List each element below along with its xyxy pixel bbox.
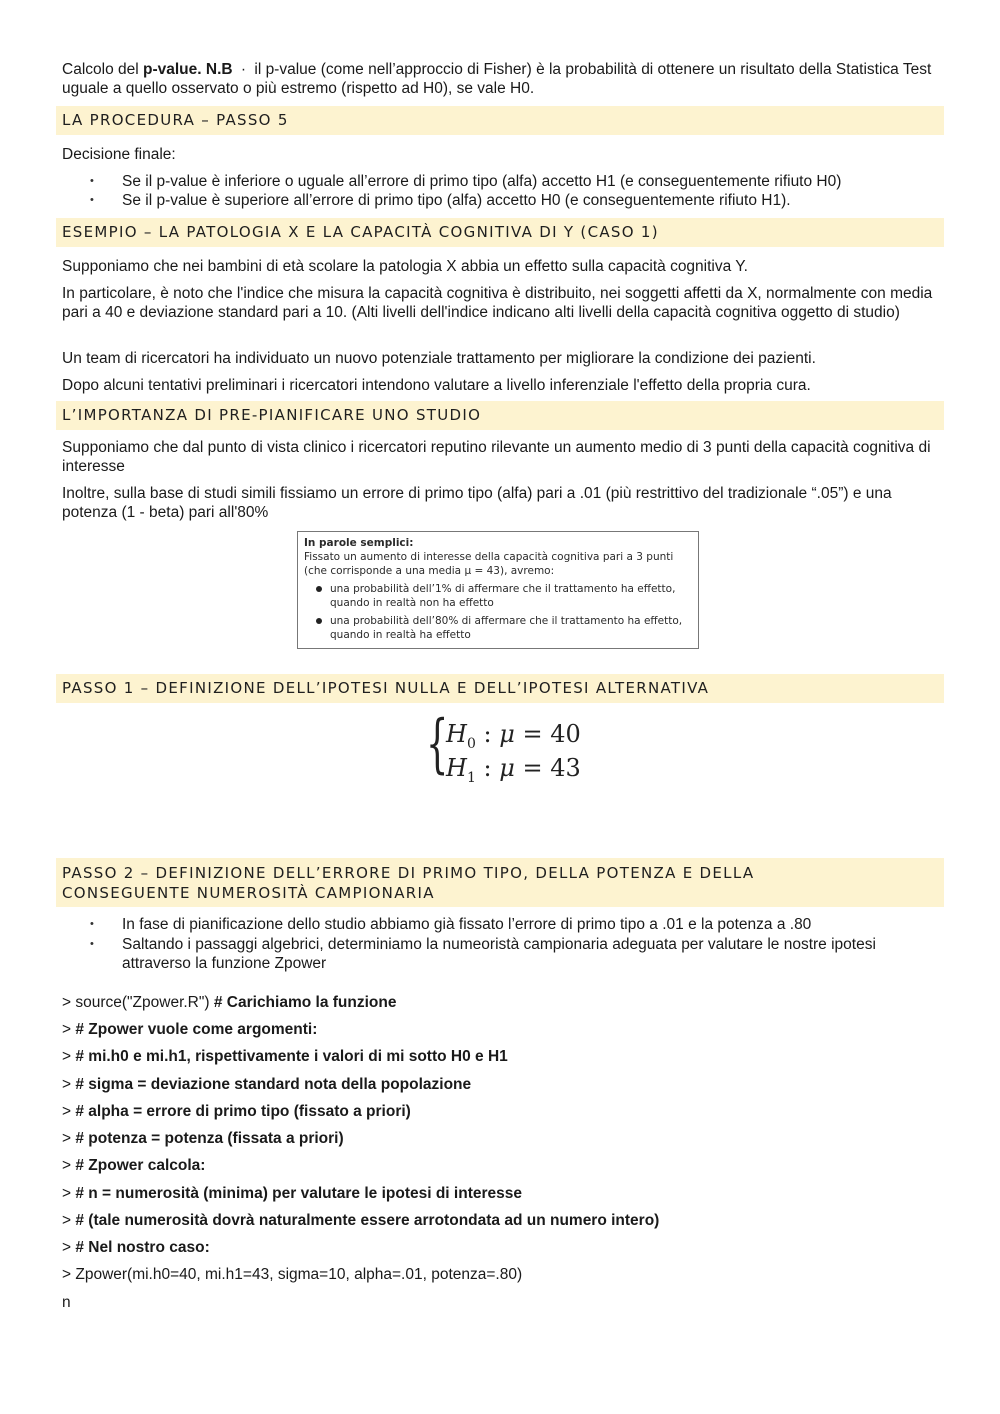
passo2-bullet-2 [90, 935, 940, 973]
code-comment: # n = numerosità (minima) per valutare le ipotesi di interesse [75, 1185, 522, 1202]
code-line [62, 993, 940, 1013]
section-heading-passo2 [56, 858, 944, 907]
code-plain: n [62, 1294, 71, 1311]
h1-line: $H_1$ : μ = 43 [446, 754, 581, 786]
code-plain: > source("Zpower.R") [62, 994, 214, 1011]
code-comment: # potenza = potenza (fissata a priori) [75, 1130, 344, 1147]
box-item-2 [304, 614, 692, 642]
code-plain: > Zpower(mi.h0=40, mi.h1=43, sigma=10, alpha=.01, potenza=.80) [62, 1266, 523, 1283]
h1-value: 43 [550, 754, 581, 782]
section-heading-passo5: LA PROCEDURA – PASSO 5 [56, 106, 944, 135]
simple-words-box [297, 531, 699, 649]
code-line [62, 1211, 940, 1231]
code-line [62, 1020, 940, 1040]
brace: { [426, 707, 449, 781]
bullet-mark: • [90, 918, 94, 930]
bullet-text: Saltando i passaggi algebrici, determiniamo la numeoristà campionaria adeguata per valutare le nostre ipotesi attraverso la funzione Zpower [122, 936, 876, 972]
code-plain: > [62, 1130, 76, 1147]
section-heading-esempio: ESEMPIO – LA PATOLOGIA X E LA CAPACITÀ COGNITIVA DI Y (CASO 1) [56, 218, 944, 247]
box-lead: Fissato un aumento di interesse della capacità cognitiva pari a 3 punti (che corrisponde a una media μ = 43), avremo: [304, 551, 674, 577]
code-comment: # Zpower calcola: [75, 1157, 206, 1174]
passo5-lead: Decisione finale: [62, 146, 176, 163]
box-title: In parole semplici: [304, 537, 414, 549]
code-comment: # Nel nostro caso: [75, 1239, 210, 1256]
bullet-text: In fase di pianificazione dello studio abbiamo già fissato l’errore di primo tipo a .01 e la potenza a .80 [122, 916, 812, 933]
esempio-paragraph-2: In particolare, è noto che l'indice che misura la capacità cognitiva è distribuito, nei soggetti affetti da X, normalmente con media pari a 40 e deviazione standard pari a 10. (Alti livelli dell'indice indicano alti livelli della capacità cognitiva oggetto di studio) [62, 285, 933, 321]
code-line [62, 1293, 940, 1313]
code-comment: # (tale numerosità dovrà naturalmente essere arrotondata ad un numero intero) [75, 1212, 660, 1229]
h0-value: 40 [550, 720, 581, 748]
h0-subscript: 0 [466, 735, 476, 752]
intro-text: il p-value (come nell’approccio di Fisher) è la probabilità di ottenere un risultato della Statistica Test uguale a quello osservato o più estremo (rispetto ad H0), se vale H0. [62, 61, 932, 97]
heading-line-2: CONSEGUENTE NUMEROSITÀ CAMPIONARIA [62, 884, 435, 902]
code-plain: > [62, 1185, 76, 1202]
code-line [62, 1265, 940, 1285]
intro-paragraph [62, 60, 940, 98]
box-item-1 [304, 582, 692, 610]
bullet-text: Se il p-value è inferiore o uguale all’errore di primo tipo (alfa) accetto H1 (e conseguentemente rifiuto H0) [122, 173, 842, 190]
passo2-bullet-1 [90, 915, 940, 934]
passo5-bullet-2 [90, 191, 940, 210]
code-plain: > [62, 1212, 76, 1229]
hypotheses-formula [426, 707, 606, 790]
code-line [62, 1102, 940, 1122]
section-heading-passo1: PASSO 1 – DEFINIZIONE DELL’IPOTESI NULLA E DELL’IPOTESI ALTERNATIVA [56, 674, 944, 703]
code-comment: # sigma = deviazione standard nota della popolazione [75, 1076, 472, 1093]
box-item-text: una probabilità dell’80% di affermare che il trattamento ha effetto, quando in realtà ha effetto [330, 615, 683, 641]
code-plain: > [62, 1048, 76, 1065]
esempio-paragraph-4: Dopo alcuni tentativi preliminari i ricercatori intendono valutare a livello inferenziale l'effetto della propria cura. [62, 377, 811, 394]
bullet-mark: • [90, 175, 94, 187]
code-line [62, 1129, 940, 1149]
intro-bold: p-value. N.B [143, 61, 233, 78]
h0-line: $H_0$ : μ = 40 [446, 720, 581, 752]
code-plain: > [62, 1239, 76, 1256]
bullet-mark: • [90, 938, 94, 950]
code-plain: > [62, 1157, 76, 1174]
heading-line-1: PASSO 2 – DEFINIZIONE DELL’ERRORE DI PRIMO TIPO, DELLA POTENZA E DELLA [62, 864, 755, 882]
code-comment: # mi.h0 e mi.h1, rispettivamente i valori di mi sotto H0 e H1 [75, 1048, 508, 1065]
h1-subscript: 1 [466, 769, 476, 786]
code-comment: # Zpower vuole come argomenti: [75, 1021, 318, 1038]
code-comment: # alpha = errore di primo tipo (fissato a priori) [75, 1103, 411, 1120]
passo5-bullet-1 [90, 172, 940, 191]
importanza-paragraph-2: Inoltre, sulla base di studi simili fissiamo un errore di primo tipo (alfa) pari a .01 (più restrittivo del tradizionale “.05”) e una potenza (1 - beta) pari all'80% [62, 485, 892, 521]
code-line [62, 1184, 940, 1204]
code-line [62, 1156, 940, 1176]
intro-bullet: · [240, 61, 247, 78]
esempio-paragraph-1: Supponiamo che nei bambini di età scolare la patologia X abbia un effetto sulla capacità cognitiva Y. [62, 258, 748, 275]
code-plain: > [62, 1076, 76, 1093]
bullet-dot [316, 586, 322, 592]
section-heading-importanza: L’IMPORTANZA DI PRE-PIANIFICARE UNO STUDIO [56, 401, 944, 430]
box-item-text: una probabilità dell’1% di affermare che il trattamento ha effetto, quando in realtà non ha effetto [330, 583, 676, 609]
code-line [62, 1047, 940, 1067]
code-line [62, 1238, 940, 1258]
code-plain: > [62, 1103, 76, 1120]
bullet-text: Se il p-value è superiore all’errore di primo tipo (alfa) accetto H0 (e conseguentemente rifiuto H1). [122, 192, 791, 209]
bullet-dot [316, 618, 322, 624]
code-comment: # Carichiamo la funzione [213, 994, 397, 1011]
esempio-paragraph-3: Un team di ricercatori ha individuato un nuovo potenziale trattamento per migliorare la condizione dei pazienti. [62, 350, 816, 367]
intro-prefix: Calcolo del [62, 61, 143, 78]
bullet-mark: • [90, 194, 94, 206]
importanza-paragraph-1: Supponiamo che dal punto di vista clinico i ricercatori reputino rilevante un aumento medio di 3 punti della capacità cognitiva di interesse [62, 439, 931, 475]
code-line [62, 1075, 940, 1095]
code-plain: > [62, 1021, 76, 1038]
